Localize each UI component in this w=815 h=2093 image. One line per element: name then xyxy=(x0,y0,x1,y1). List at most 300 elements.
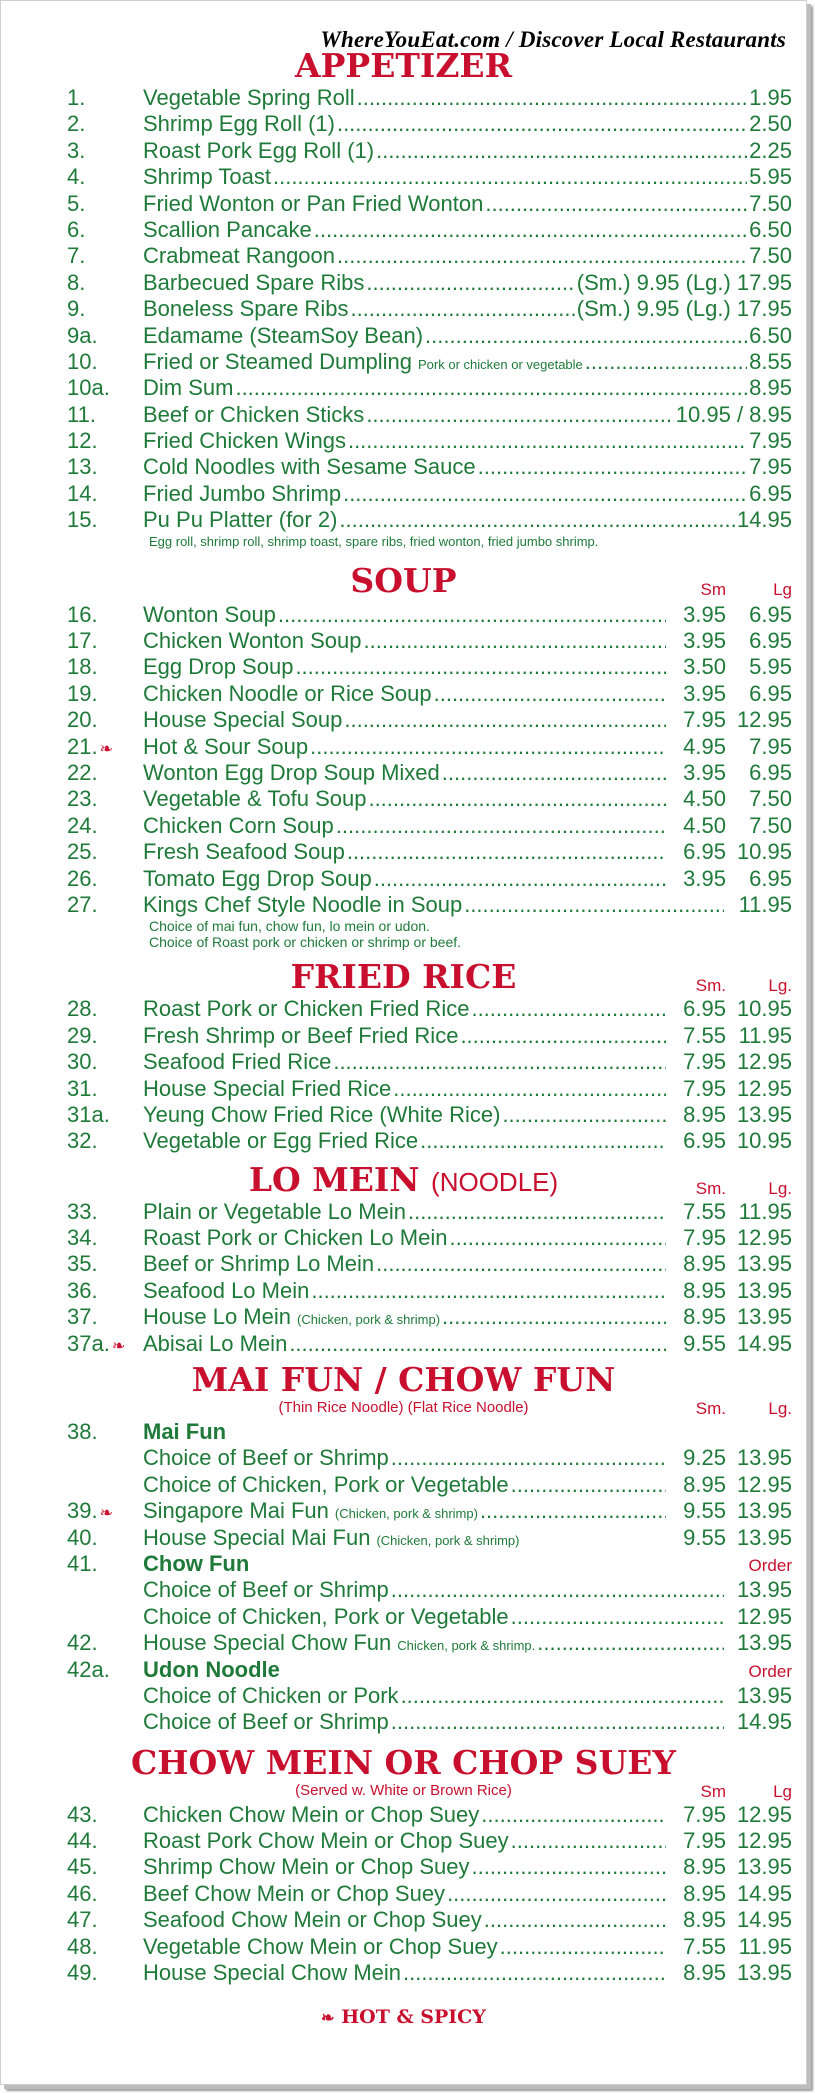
menu-item xyxy=(1,996,806,1022)
price-large: 11.95 xyxy=(738,1022,792,1048)
lomein-colhead xyxy=(668,1179,806,1199)
item-price: 2.50 xyxy=(749,111,792,137)
price-small: 7.55 xyxy=(683,1933,726,1959)
price-large: 12.95 xyxy=(736,1225,792,1251)
price-small: 9.55 xyxy=(683,1524,726,1550)
price-small: 3.95 xyxy=(683,865,726,891)
leader-dots xyxy=(478,454,748,480)
price-small: 9.55 xyxy=(683,1498,726,1524)
item-number-text: 9. xyxy=(67,296,86,322)
item-name: House Special Chow Mein xyxy=(143,1960,402,1986)
item-name: Barbecued Spare Ribs xyxy=(143,269,365,295)
price-large: 12.95 xyxy=(736,1471,792,1497)
leader-dots xyxy=(484,1907,666,1933)
item-number-text: 24. xyxy=(67,812,98,838)
menu-item xyxy=(1,1881,806,1907)
item-number xyxy=(1,996,143,1022)
pupu-desc: Egg roll, shrimp roll, shrimp toast, spare ribs, fried wonton, fried jumbo shrimp. xyxy=(149,533,599,549)
menu-item xyxy=(1,1225,806,1251)
chowmein-sm-label: Sm xyxy=(700,1781,726,1801)
item-number xyxy=(1,1630,143,1656)
leader-dots xyxy=(364,628,666,654)
price-large: 7.95 xyxy=(749,733,792,759)
leader-dots xyxy=(336,813,666,839)
leader-dots xyxy=(311,1278,666,1304)
item-name: Tomato Egg Drop Soup xyxy=(143,865,372,891)
item-number xyxy=(1,1551,143,1577)
item-number xyxy=(1,191,143,217)
item-number-text: 31a. xyxy=(67,1101,110,1127)
price-large: 12.95 xyxy=(736,707,792,733)
item-number xyxy=(1,1102,143,1128)
leader-dots xyxy=(447,1881,666,1907)
price-large: 13.95 xyxy=(736,1854,792,1880)
menu-item xyxy=(1,760,806,786)
price-small: 3.95 xyxy=(683,628,726,654)
price-large: Order xyxy=(748,1555,792,1575)
menu-item xyxy=(1,507,806,533)
item-number-text: 4. xyxy=(67,164,86,190)
item-name: Scallion Pancake xyxy=(143,216,312,242)
item-number xyxy=(1,85,143,111)
friedrice-section xyxy=(1,958,806,1154)
item-name: Fresh Shrimp or Beef Fried Rice xyxy=(143,1022,459,1048)
item-name: Choice of Beef or Shrimp xyxy=(143,1445,389,1471)
menu-item xyxy=(1,1683,806,1709)
item-number xyxy=(1,1023,143,1049)
price-large: 13.95 xyxy=(736,1445,792,1471)
item-number xyxy=(1,1934,143,1960)
menu-item xyxy=(1,323,806,349)
leader-dots xyxy=(401,1683,724,1709)
item-name: House Special Soup xyxy=(143,707,343,733)
item-number-text: 41. xyxy=(67,1550,98,1576)
chowmein-colhead xyxy=(668,1782,806,1802)
item-name: Choice of Chicken, Pork or Vegetable xyxy=(143,1471,509,1497)
menu-item xyxy=(1,1076,806,1102)
item-number xyxy=(1,428,143,454)
menu-item xyxy=(1,602,806,628)
chowmein-title: CHOW MEIN OR CHOP SUEY xyxy=(131,1742,676,1782)
menu-item xyxy=(1,1604,806,1630)
item-number-text: 30. xyxy=(67,1049,98,1075)
menu-item xyxy=(1,1472,806,1498)
price-large: 13.95 xyxy=(736,1498,792,1524)
item-number-text: 21. xyxy=(67,733,98,759)
item-note: (Chicken, pork & shrimp) xyxy=(376,1532,520,1548)
price-large: 14.95 xyxy=(736,1880,792,1906)
item-price: 7.95 xyxy=(749,428,792,454)
leader-dots xyxy=(350,296,574,322)
leader-dots xyxy=(471,1854,666,1880)
leader-dots xyxy=(408,1199,666,1225)
chili-pepper-icon: ❧ xyxy=(111,1337,126,1355)
item-number xyxy=(1,1802,143,1828)
item-number-text: 47. xyxy=(67,1907,98,1933)
item-name: Chicken Chow Mein or Chop Suey xyxy=(143,1801,480,1827)
item-name: Vegetable Spring Roll xyxy=(143,85,355,110)
item-number xyxy=(1,892,143,918)
item-name: Udon Noodle xyxy=(143,1656,280,1682)
item-number xyxy=(1,654,143,680)
menu-item xyxy=(1,454,806,480)
item-name: Plain or Vegetable Lo Mein xyxy=(143,1198,406,1224)
item-name: Beef or Shrimp Lo Mein xyxy=(143,1251,375,1277)
price-large: 10.95 xyxy=(736,839,792,865)
item-number xyxy=(1,402,143,428)
leader-dots xyxy=(585,349,747,375)
leader-dots xyxy=(289,1331,666,1357)
item-number xyxy=(1,1225,143,1251)
leader-dots xyxy=(343,481,747,507)
item-name: Seafood Lo Mein xyxy=(143,1277,310,1303)
item-number-text: 37. xyxy=(67,1304,98,1330)
item-number xyxy=(1,243,143,269)
leader-dots xyxy=(366,402,673,428)
chowmein-subnote: (Served w. White or Brown Rice) xyxy=(295,1781,512,1799)
price-small: 6.95 xyxy=(683,996,726,1022)
item-price: 7.95 xyxy=(749,454,792,480)
item-number xyxy=(1,481,143,507)
item-name: Seafood Chow Mein or Chop Suey xyxy=(143,1907,482,1933)
leader-dots xyxy=(374,866,666,892)
leader-dots xyxy=(347,839,666,865)
item-price: (Sm.) 9.95 (Lg.) 17.95 xyxy=(576,296,792,322)
item-number-text: 13. xyxy=(67,454,98,480)
price-large: 12.95 xyxy=(736,1828,792,1854)
leader-dots xyxy=(391,1445,666,1471)
item-number-text: 1. xyxy=(67,85,86,110)
item-number-text: 42. xyxy=(67,1630,98,1656)
item-number xyxy=(1,813,143,839)
item-number xyxy=(1,507,143,533)
item-name: Choice of Chicken, Pork or Vegetable xyxy=(143,1603,509,1629)
price-large: 13.95 xyxy=(736,1524,792,1550)
leader-dots xyxy=(460,1023,666,1049)
price-small: 7.55 xyxy=(683,1022,726,1048)
item-number xyxy=(1,1049,143,1075)
item-number-text: 9a. xyxy=(67,322,98,348)
item-number-text: 42a. xyxy=(67,1656,110,1682)
leader-dots xyxy=(368,786,666,812)
price-large: 7.50 xyxy=(749,786,792,812)
item-name: Vegetable Chow Mein or Chop Suey xyxy=(143,1933,498,1959)
price-large: 6.95 xyxy=(749,628,792,654)
item-name: Crabmeat Rangoon xyxy=(143,243,336,269)
menu-item xyxy=(1,217,806,243)
item-number-text: 31. xyxy=(67,1075,98,1101)
maifun-sm-label: Sm. xyxy=(695,1399,726,1419)
leader-dots xyxy=(434,681,666,707)
leader-dots xyxy=(273,164,747,190)
price-small: 4.95 xyxy=(683,733,726,759)
hot-spicy-label: HOT & SPICY xyxy=(341,2006,486,2029)
item-number-text: 7. xyxy=(67,243,86,269)
leader-dots xyxy=(344,707,666,733)
item-name: House Special Chow Fun xyxy=(143,1630,392,1656)
item-number-text: 14. xyxy=(67,480,98,506)
item-name: Edamame (SteamSoy Bean) xyxy=(143,322,424,348)
menu-item xyxy=(1,270,806,296)
chili-pepper-icon: ❧ xyxy=(99,1505,113,1523)
item-number-text: 3. xyxy=(67,137,86,163)
leader-dots xyxy=(337,243,747,269)
chowmein-lg-label: Lg xyxy=(773,1781,792,1801)
item-number xyxy=(1,1331,143,1360)
item-number xyxy=(1,1907,143,1933)
lomein-lg-label: Lg. xyxy=(768,1178,792,1198)
price-large: 12.95 xyxy=(736,1801,792,1827)
leader-dots xyxy=(376,138,747,164)
menu-item xyxy=(1,1498,806,1524)
item-number-text: 10a. xyxy=(67,375,110,401)
menu-item xyxy=(1,892,806,918)
leader-dots xyxy=(442,1304,666,1330)
item-number xyxy=(1,839,143,865)
item-price: 8.55 xyxy=(749,348,792,374)
price-large: 14.95 xyxy=(736,1907,792,1933)
item-name: Fried Chicken Wings xyxy=(143,428,346,454)
menu-item xyxy=(1,839,806,865)
item-number xyxy=(1,1076,143,1102)
menu-item xyxy=(1,191,806,217)
leader-dots xyxy=(485,191,747,217)
item-number-text: 44. xyxy=(67,1828,98,1854)
leader-dots xyxy=(500,1934,666,1960)
leader-dots xyxy=(314,217,747,243)
item-number xyxy=(1,138,143,164)
item-number-text: 36. xyxy=(67,1277,98,1303)
price-small: 8.95 xyxy=(683,1907,726,1933)
item-name: Wonton Soup xyxy=(143,601,276,627)
item-number-text: 6. xyxy=(67,216,86,242)
item-name: Pu Pu Platter (for 2) xyxy=(143,507,338,533)
item-name: Roast Pork Egg Roll (1) xyxy=(143,137,375,163)
price-large: 6.95 xyxy=(749,759,792,785)
soup-colhead xyxy=(668,580,806,600)
price-large: 6.95 xyxy=(749,601,792,627)
price-small: 7.55 xyxy=(683,1198,726,1224)
lomein-subtitle: (NOODLE) xyxy=(431,1166,559,1197)
leader-dots xyxy=(393,1076,666,1102)
item-number xyxy=(1,217,143,243)
soup-desc-1: Choice of mai fun, chow fun, lo mein or udon. xyxy=(149,918,430,935)
lomein-sm-label: Sm. xyxy=(695,1178,726,1198)
item-name: Roast Pork or Chicken Fried Rice xyxy=(143,996,470,1022)
maifun-subnote: (Thin Rice Noodle) (Flat Rice Noodle) xyxy=(278,1399,529,1417)
item-number-text: 5. xyxy=(67,190,86,216)
item-note: (Chicken, pork & shrimp) xyxy=(334,1506,478,1522)
item-name: House Special Fried Rice xyxy=(143,1075,392,1101)
price-large: 14.95 xyxy=(736,1709,792,1735)
item-name: Seafood Fried Rice xyxy=(143,1049,332,1075)
menu-item xyxy=(1,1551,806,1577)
lomein-section xyxy=(1,1161,806,1357)
price-small: 4.50 xyxy=(683,786,726,812)
menu-item xyxy=(1,1102,806,1128)
menu-item xyxy=(1,243,806,269)
leader-dots xyxy=(376,1251,666,1277)
price-small: 7.95 xyxy=(683,707,726,733)
menu-item xyxy=(1,654,806,680)
price-large: 13.95 xyxy=(736,1960,792,1986)
soup-title: SOUP xyxy=(350,560,457,600)
leader-dots xyxy=(391,1709,724,1735)
price-small: 7.95 xyxy=(683,1049,726,1075)
item-name: Mai Fun xyxy=(143,1419,227,1445)
menu-item xyxy=(1,1251,806,1277)
soup-section xyxy=(1,562,806,951)
price-large: 11.95 xyxy=(738,891,792,917)
menu-item xyxy=(1,1960,806,1986)
item-name: Chicken Wonton Soup xyxy=(143,628,362,654)
item-number xyxy=(1,375,143,401)
lomein-list xyxy=(1,1199,806,1357)
item-number-text: 49. xyxy=(67,1960,98,1986)
item-number-text: 2. xyxy=(67,111,86,137)
price-small: 6.95 xyxy=(683,1128,726,1154)
item-name: Choice of Chicken or Pork xyxy=(143,1682,399,1708)
item-number-text: 40. xyxy=(67,1524,98,1550)
price-large: 13.95 xyxy=(736,1577,792,1603)
menu-item xyxy=(1,138,806,164)
price-small: 7.95 xyxy=(683,1075,726,1101)
menu-item xyxy=(1,1445,806,1471)
item-number xyxy=(1,349,143,375)
item-name: Hot & Sour Soup xyxy=(143,733,309,759)
leader-dots xyxy=(310,734,666,760)
item-name: Vegetable or Egg Fried Rice xyxy=(143,1128,419,1154)
menu-item xyxy=(1,1331,806,1357)
leader-dots xyxy=(442,760,666,786)
price-large: 10.95 xyxy=(736,996,792,1022)
leader-dots xyxy=(511,1828,666,1854)
item-number xyxy=(1,323,143,349)
friedrice-sm-label: Sm. xyxy=(695,976,726,996)
price-large: 11.95 xyxy=(738,1933,792,1959)
friedrice-lg-label: Lg. xyxy=(768,976,792,996)
item-name: Fried Wonton or Pan Fried Wonton xyxy=(143,190,484,216)
item-price: 2.25 xyxy=(749,137,792,163)
price-large: 13.95 xyxy=(736,1630,792,1656)
soup-list xyxy=(1,602,806,919)
menu-item xyxy=(1,1630,806,1656)
leader-dots xyxy=(278,602,666,628)
item-number xyxy=(1,1419,143,1445)
price-large: Order xyxy=(748,1661,792,1681)
price-small: 9.25 xyxy=(683,1445,726,1471)
menu-item xyxy=(1,164,806,190)
leader-dots xyxy=(235,375,747,401)
menu-item xyxy=(1,1907,806,1933)
item-name: Choice of Beef or Shrimp xyxy=(143,1577,389,1603)
chili-pepper-icon: ❧ xyxy=(321,2008,335,2028)
price-small: 8.95 xyxy=(683,1101,726,1127)
price-large: 6.95 xyxy=(749,680,792,706)
item-number xyxy=(1,111,143,137)
item-note: Pork or chicken or vegetable xyxy=(418,356,583,372)
item-number xyxy=(1,1251,143,1277)
item-name: Choice of Beef or Shrimp xyxy=(143,1709,389,1735)
item-number-text: 38. xyxy=(67,1419,98,1445)
item-number xyxy=(1,734,143,763)
item-price: 6.95 xyxy=(749,480,792,506)
item-price: 6.50 xyxy=(749,322,792,348)
leader-dots xyxy=(403,1960,666,1986)
item-number-text: 34. xyxy=(67,1225,98,1251)
leader-dots xyxy=(480,1498,666,1524)
price-large: 13.95 xyxy=(736,1251,792,1277)
price-small: 8.95 xyxy=(683,1277,726,1303)
price-large: 12.95 xyxy=(736,1049,792,1075)
item-number-text: 16. xyxy=(67,601,98,627)
item-name: Cold Noodles with Sesame Sauce xyxy=(143,454,476,480)
item-price: 5.95 xyxy=(749,164,792,190)
item-number xyxy=(1,1828,143,1854)
item-number xyxy=(1,1278,143,1304)
price-large: 10.95 xyxy=(736,1128,792,1154)
item-number-text: 43. xyxy=(67,1801,98,1827)
price-small: 3.95 xyxy=(683,601,726,627)
menu-item xyxy=(1,1577,806,1603)
item-number xyxy=(1,270,143,296)
item-number xyxy=(1,164,143,190)
item-number-text: 20. xyxy=(67,707,98,733)
item-number xyxy=(1,1657,143,1683)
price-large: 12.95 xyxy=(736,1075,792,1101)
menu-item xyxy=(1,1802,806,1828)
maifun-title: MAI FUN / CHOW FUN xyxy=(191,1360,616,1400)
menu-item xyxy=(1,813,806,839)
item-price: 10.95 / 8.95 xyxy=(675,401,792,427)
friedrice-list xyxy=(1,996,806,1154)
leader-dots xyxy=(471,996,666,1022)
item-number xyxy=(1,602,143,628)
item-price: 8.95 xyxy=(749,375,792,401)
appetizer-section xyxy=(1,47,806,550)
price-small: 8.95 xyxy=(683,1251,726,1277)
soup-desc-2: Choice of Roast pork or chicken or shrimp or beef. xyxy=(149,934,462,951)
hot-spicy-legend xyxy=(1,2006,806,2028)
chili-pepper-icon: ❧ xyxy=(99,740,113,758)
item-number-text: 39. xyxy=(67,1498,98,1524)
menu-item xyxy=(1,681,806,707)
maifun-colhead xyxy=(668,1399,806,1419)
leader-dots xyxy=(366,270,574,296)
leader-dots xyxy=(420,1128,666,1154)
item-number-text: 22. xyxy=(67,759,98,785)
item-number-text: 48. xyxy=(67,1933,98,1959)
menu-item xyxy=(1,428,806,454)
item-number-text: 26. xyxy=(67,865,98,891)
watermark: WhereYouEat.com / Discover Local Restaurants xyxy=(320,27,786,52)
menu-item xyxy=(1,1278,806,1304)
price-small: 3.50 xyxy=(683,654,726,680)
item-name: Shrimp Egg Roll (1) xyxy=(143,111,335,137)
leader-dots xyxy=(348,428,747,454)
item-number-text: 12. xyxy=(67,428,98,454)
friedrice-title: FRIED RICE xyxy=(290,957,517,997)
item-number-text: 17. xyxy=(67,628,98,654)
item-number-text: 45. xyxy=(67,1854,98,1880)
menu-item xyxy=(1,866,806,892)
menu-item xyxy=(1,786,806,812)
menu-item xyxy=(1,1199,806,1225)
item-number xyxy=(1,628,143,654)
item-number xyxy=(1,760,143,786)
item-price: 1.95 xyxy=(749,85,792,110)
price-large: 13.95 xyxy=(736,1304,792,1330)
